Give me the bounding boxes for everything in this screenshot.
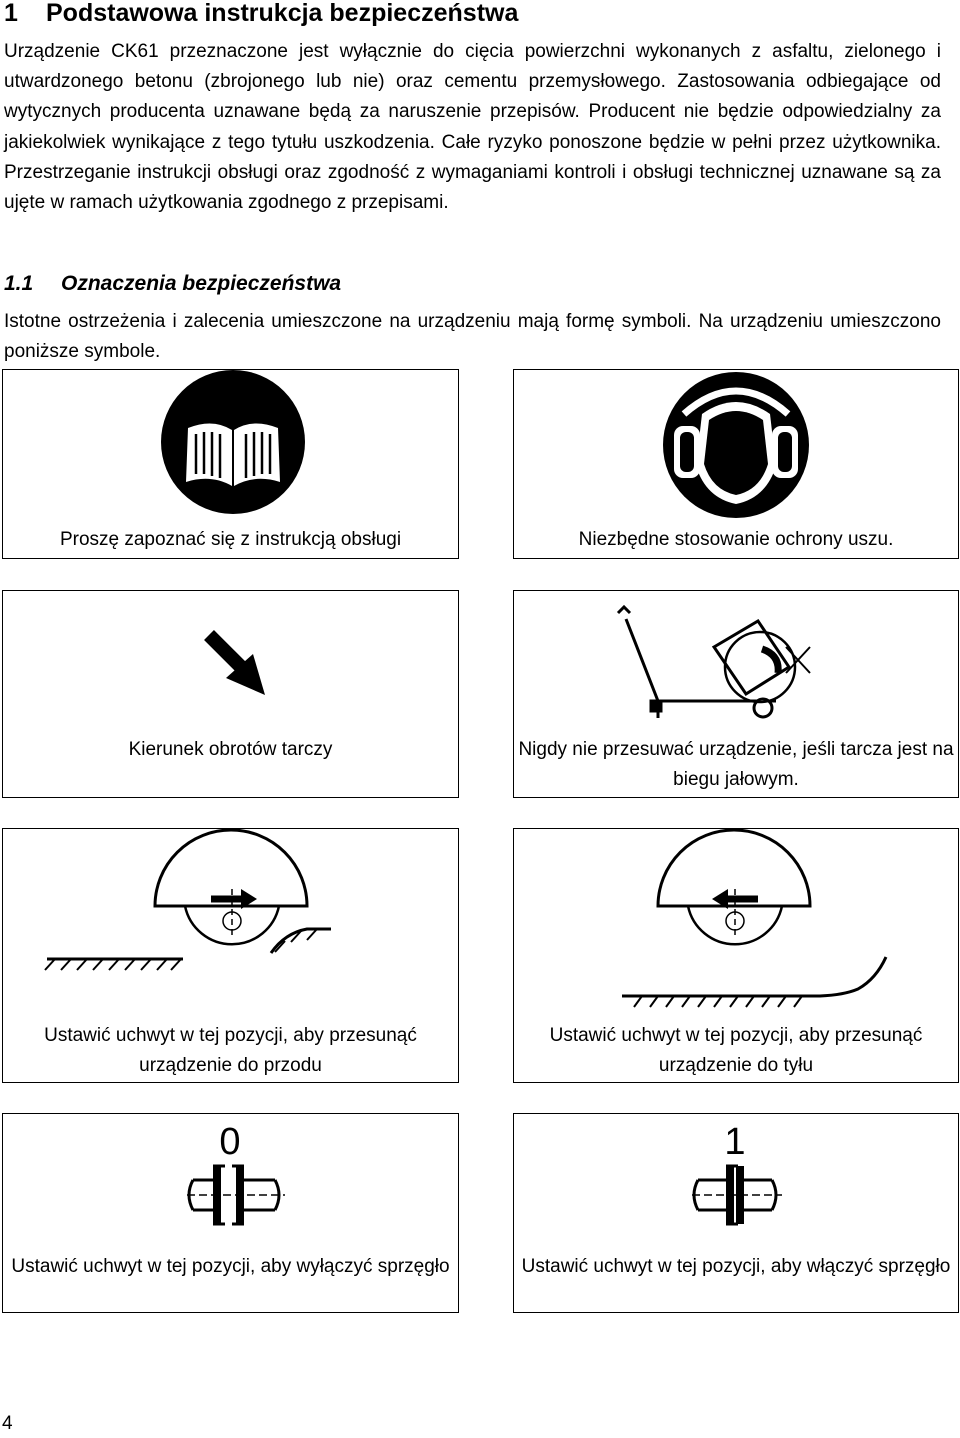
clutch-position-label: 1	[724, 1121, 746, 1163]
subsection-title: Oznaczenia bezpieczeństwa	[61, 272, 342, 295]
rotation-direction-arrow-icon	[3, 591, 457, 716]
clutch-position-label: 0	[219, 1121, 241, 1163]
symbol-box-handle-forward	[2, 828, 459, 1083]
symbol-box-ear-protection	[513, 369, 959, 559]
subsection-paragraph: Istotne ostrzeżenia i zalecenia umieszczone na urządzeniu mają formę symboli. Na urządzeniu umieszczono poniższe symbole.	[4, 311, 941, 363]
subsection-heading	[4, 269, 341, 299]
symbol-box-clutch-off	[2, 1113, 459, 1313]
symbol-box-read-manual	[2, 369, 459, 559]
symbol-caption: Ustawić uchwyt w tej pozycji, aby przesunąć urządzenie do tyłu	[549, 1025, 923, 1076]
symbol-caption: Ustawić uchwyt w tej pozycji, aby włączyć sprzęgło	[521, 1256, 951, 1277]
handle-backward-icon	[514, 829, 957, 1014]
symbol-box-rotation-direction	[2, 590, 459, 798]
read-manual-icon	[3, 370, 457, 520]
symbol-caption: Nigdy nie przesuwać urządzenie, jeśli tarcza jest na biegu jałowym.	[518, 739, 954, 790]
subsection-number: 1.1	[4, 272, 34, 295]
page-number: 4	[2, 1413, 13, 1434]
section-title: Podstawowa instrukcja bezpieczeństwa	[46, 0, 519, 27]
handle-forward-icon	[3, 829, 457, 1014]
symbol-caption: Proszę zapoznać się z instrukcją obsługi	[59, 529, 402, 550]
section-heading	[4, 0, 518, 28]
clutch-on-icon	[514, 1114, 957, 1244]
ear-protection-icon	[514, 370, 957, 520]
symbol-caption: Ustawić uchwyt w tej pozycji, aby wyłączyć sprzęgło	[11, 1256, 450, 1277]
clutch-off-icon	[3, 1114, 457, 1244]
symbol-caption: Ustawić uchwyt w tej pozycji, aby przesunąć urządzenie do przodu	[44, 1025, 417, 1076]
section-number: 1	[4, 0, 18, 27]
intro-paragraph: Urządzenie CK61 przeznaczone jest wyłącznie do cięcia powierzchni wykonanych z asfaltu, zielonego i utwardzonego betonu (zbrojonego lub nie) oraz cementu przemysłowego. Zastosowania odbiegające od wytycznych producenta uznawane będą za naruszenie przepisów. Producent nie będzie odpowiedzialny za jakiekolwiek wynikające z tego tytułu uszkodzenia. Całe ryzyko ponoszone będzie w pełni przez użytkownika. Przestrzeganie instrukcji obsługi oraz zgodność z wymaganiami kontroli i obsługi technicznej uznawane są za ujęte w ramach użytkowania zgodnego z przepisami.	[4, 41, 941, 214]
symbol-box-no-moving-idle	[513, 590, 959, 798]
no-moving-idle-blade-icon	[514, 591, 957, 731]
symbol-box-handle-backward	[513, 828, 959, 1083]
symbol-caption: Niezbędne stosowanie ochrony uszu.	[578, 529, 894, 550]
symbol-caption: Kierunek obrotów tarczy	[128, 739, 333, 760]
symbol-box-clutch-on	[513, 1113, 959, 1313]
